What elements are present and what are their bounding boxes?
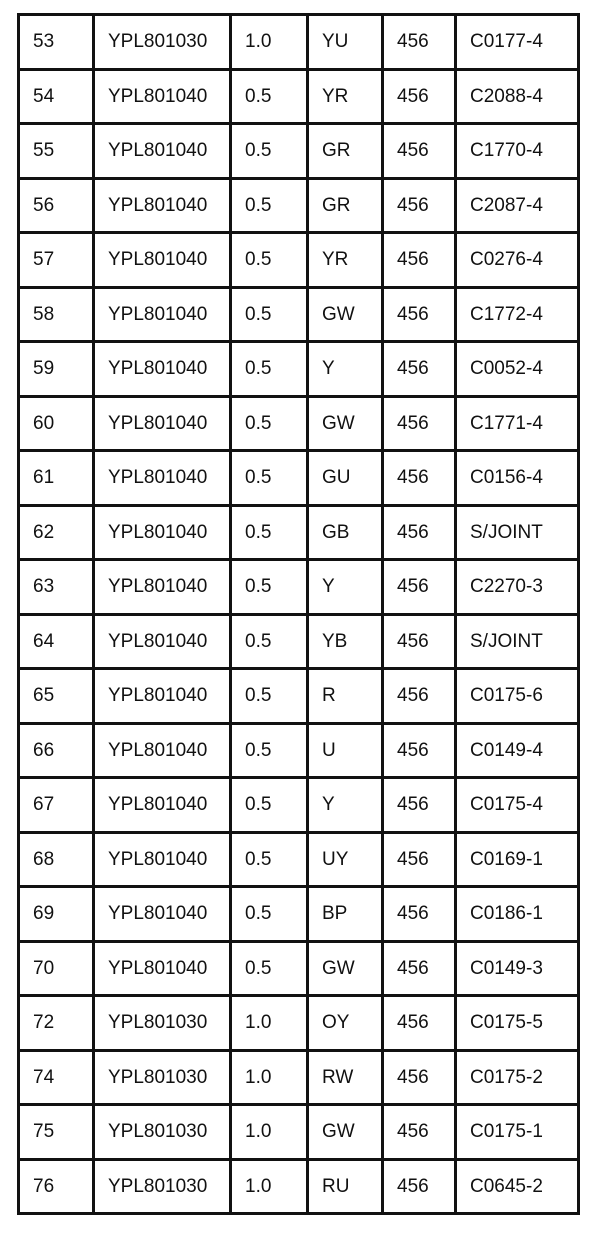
table-row (19, 451, 579, 506)
wire-list-table (17, 13, 580, 1215)
circuit-number-cell: 66 (19, 723, 94, 778)
circuit-number-cell: 53 (19, 15, 94, 70)
terminal-cell: C0149-4 (456, 723, 579, 778)
circuit-number-cell: 64 (19, 614, 94, 669)
table-row (19, 560, 579, 615)
wire-color-cell: Y (308, 778, 383, 833)
part-number-cell: YPL801040 (94, 342, 231, 397)
wire-color-cell: RU (308, 1159, 383, 1214)
wire-size-cell: 0.5 (231, 560, 308, 615)
wire-color-cell: GR (308, 178, 383, 233)
circuit-number-cell: 55 (19, 124, 94, 179)
wire-size-cell: 0.5 (231, 669, 308, 724)
length-cell: 456 (383, 69, 456, 124)
terminal-cell: C0175-4 (456, 778, 579, 833)
length-cell: 456 (383, 887, 456, 942)
terminal-cell: C0175-2 (456, 1050, 579, 1105)
terminal-cell: C2088-4 (456, 69, 579, 124)
length-cell: 456 (383, 451, 456, 506)
circuit-number-cell: 69 (19, 887, 94, 942)
table-row (19, 941, 579, 996)
wire-size-cell: 0.5 (231, 778, 308, 833)
table-row (19, 996, 579, 1051)
length-cell: 456 (383, 15, 456, 70)
table-row (19, 669, 579, 724)
length-cell: 456 (383, 505, 456, 560)
length-cell: 456 (383, 396, 456, 451)
wire-color-cell: OY (308, 996, 383, 1051)
circuit-number-cell: 74 (19, 1050, 94, 1105)
wire-size-cell: 0.5 (231, 451, 308, 506)
part-number-cell: YPL801040 (94, 669, 231, 724)
wire-color-cell: RW (308, 1050, 383, 1105)
wire-color-cell: GB (308, 505, 383, 560)
part-number-cell: YPL801040 (94, 124, 231, 179)
circuit-number-cell: 56 (19, 178, 94, 233)
terminal-cell: S/JOINT (456, 505, 579, 560)
wire-size-cell: 0.5 (231, 396, 308, 451)
terminal-cell: C0169-1 (456, 832, 579, 887)
wire-size-cell: 1.0 (231, 15, 308, 70)
circuit-number-cell: 62 (19, 505, 94, 560)
terminal-cell: C1770-4 (456, 124, 579, 179)
length-cell: 456 (383, 1105, 456, 1160)
part-number-cell: YPL801040 (94, 233, 231, 288)
wire-size-cell: 0.5 (231, 124, 308, 179)
wire-size-cell: 0.5 (231, 614, 308, 669)
wire-color-cell: GW (308, 287, 383, 342)
wire-size-cell: 0.5 (231, 342, 308, 397)
length-cell: 456 (383, 778, 456, 833)
wire-size-cell: 0.5 (231, 941, 308, 996)
part-number-cell: YPL801030 (94, 1159, 231, 1214)
part-number-cell: YPL801040 (94, 505, 231, 560)
wire-size-cell: 1.0 (231, 996, 308, 1051)
wire-color-cell: YR (308, 233, 383, 288)
terminal-cell: C0052-4 (456, 342, 579, 397)
length-cell: 456 (383, 832, 456, 887)
part-number-cell: YPL801030 (94, 1050, 231, 1105)
table-row (19, 1105, 579, 1160)
circuit-number-cell: 72 (19, 996, 94, 1051)
part-number-cell: YPL801040 (94, 723, 231, 778)
length-cell: 456 (383, 941, 456, 996)
part-number-cell: YPL801030 (94, 15, 231, 70)
length-cell: 456 (383, 233, 456, 288)
table-row (19, 505, 579, 560)
terminal-cell: S/JOINT (456, 614, 579, 669)
table-row (19, 887, 579, 942)
wire-color-cell: GW (308, 941, 383, 996)
wire-size-cell: 0.5 (231, 505, 308, 560)
wire-list-body (19, 15, 579, 1214)
terminal-cell: C0156-4 (456, 451, 579, 506)
terminal-cell: C0177-4 (456, 15, 579, 70)
wire-color-cell: UY (308, 832, 383, 887)
wire-color-cell: BP (308, 887, 383, 942)
terminal-cell: C0149-3 (456, 941, 579, 996)
terminal-cell: C0276-4 (456, 233, 579, 288)
length-cell: 456 (383, 1050, 456, 1105)
wire-color-cell: U (308, 723, 383, 778)
part-number-cell: YPL801040 (94, 178, 231, 233)
circuit-number-cell: 65 (19, 669, 94, 724)
terminal-cell: C1771-4 (456, 396, 579, 451)
length-cell: 456 (383, 560, 456, 615)
part-number-cell: YPL801040 (94, 396, 231, 451)
terminal-cell: C2270-3 (456, 560, 579, 615)
wire-color-cell: GW (308, 396, 383, 451)
circuit-number-cell: 57 (19, 233, 94, 288)
wire-color-cell: GU (308, 451, 383, 506)
wire-size-cell: 1.0 (231, 1050, 308, 1105)
table-row (19, 396, 579, 451)
table-row (19, 342, 579, 397)
part-number-cell: YPL801040 (94, 832, 231, 887)
wire-size-cell: 0.5 (231, 69, 308, 124)
table-row (19, 178, 579, 233)
circuit-number-cell: 61 (19, 451, 94, 506)
part-number-cell: YPL801030 (94, 1105, 231, 1160)
wire-color-cell: YB (308, 614, 383, 669)
table-row (19, 1050, 579, 1105)
part-number-cell: YPL801040 (94, 887, 231, 942)
terminal-cell: C0175-6 (456, 669, 579, 724)
wire-size-cell: 0.5 (231, 178, 308, 233)
circuit-number-cell: 76 (19, 1159, 94, 1214)
wire-color-cell: YU (308, 15, 383, 70)
circuit-number-cell: 60 (19, 396, 94, 451)
table-row (19, 69, 579, 124)
table-row (19, 1159, 579, 1214)
circuit-number-cell: 68 (19, 832, 94, 887)
circuit-number-cell: 67 (19, 778, 94, 833)
table-row (19, 124, 579, 179)
length-cell: 456 (383, 342, 456, 397)
circuit-number-cell: 70 (19, 941, 94, 996)
table-row (19, 15, 579, 70)
table-row (19, 233, 579, 288)
wire-size-cell: 1.0 (231, 1159, 308, 1214)
wire-color-cell: Y (308, 342, 383, 397)
part-number-cell: YPL801040 (94, 614, 231, 669)
terminal-cell: C1772-4 (456, 287, 579, 342)
circuit-number-cell: 58 (19, 287, 94, 342)
terminal-cell: C0186-1 (456, 887, 579, 942)
table-row (19, 287, 579, 342)
wire-size-cell: 0.5 (231, 723, 308, 778)
length-cell: 456 (383, 996, 456, 1051)
circuit-number-cell: 63 (19, 560, 94, 615)
part-number-cell: YPL801030 (94, 996, 231, 1051)
terminal-cell: C2087-4 (456, 178, 579, 233)
wire-size-cell: 0.5 (231, 832, 308, 887)
table-row (19, 723, 579, 778)
wire-size-cell: 0.5 (231, 233, 308, 288)
length-cell: 456 (383, 1159, 456, 1214)
part-number-cell: YPL801040 (94, 941, 231, 996)
circuit-number-cell: 75 (19, 1105, 94, 1160)
part-number-cell: YPL801040 (94, 451, 231, 506)
circuit-number-cell: 59 (19, 342, 94, 397)
length-cell: 456 (383, 178, 456, 233)
table-row (19, 832, 579, 887)
length-cell: 456 (383, 124, 456, 179)
length-cell: 456 (383, 723, 456, 778)
wire-color-cell: Y (308, 560, 383, 615)
circuit-number-cell: 54 (19, 69, 94, 124)
wire-color-cell: YR (308, 69, 383, 124)
part-number-cell: YPL801040 (94, 287, 231, 342)
wire-color-cell: R (308, 669, 383, 724)
part-number-cell: YPL801040 (94, 560, 231, 615)
wire-color-cell: GW (308, 1105, 383, 1160)
table-row (19, 778, 579, 833)
terminal-cell: C0175-1 (456, 1105, 579, 1160)
length-cell: 456 (383, 614, 456, 669)
wire-size-cell: 0.5 (231, 887, 308, 942)
terminal-cell: C0645-2 (456, 1159, 579, 1214)
wire-size-cell: 0.5 (231, 287, 308, 342)
part-number-cell: YPL801040 (94, 69, 231, 124)
wire-size-cell: 1.0 (231, 1105, 308, 1160)
length-cell: 456 (383, 669, 456, 724)
wire-color-cell: GR (308, 124, 383, 179)
length-cell: 456 (383, 287, 456, 342)
part-number-cell: YPL801040 (94, 778, 231, 833)
terminal-cell: C0175-5 (456, 996, 579, 1051)
table-row (19, 614, 579, 669)
